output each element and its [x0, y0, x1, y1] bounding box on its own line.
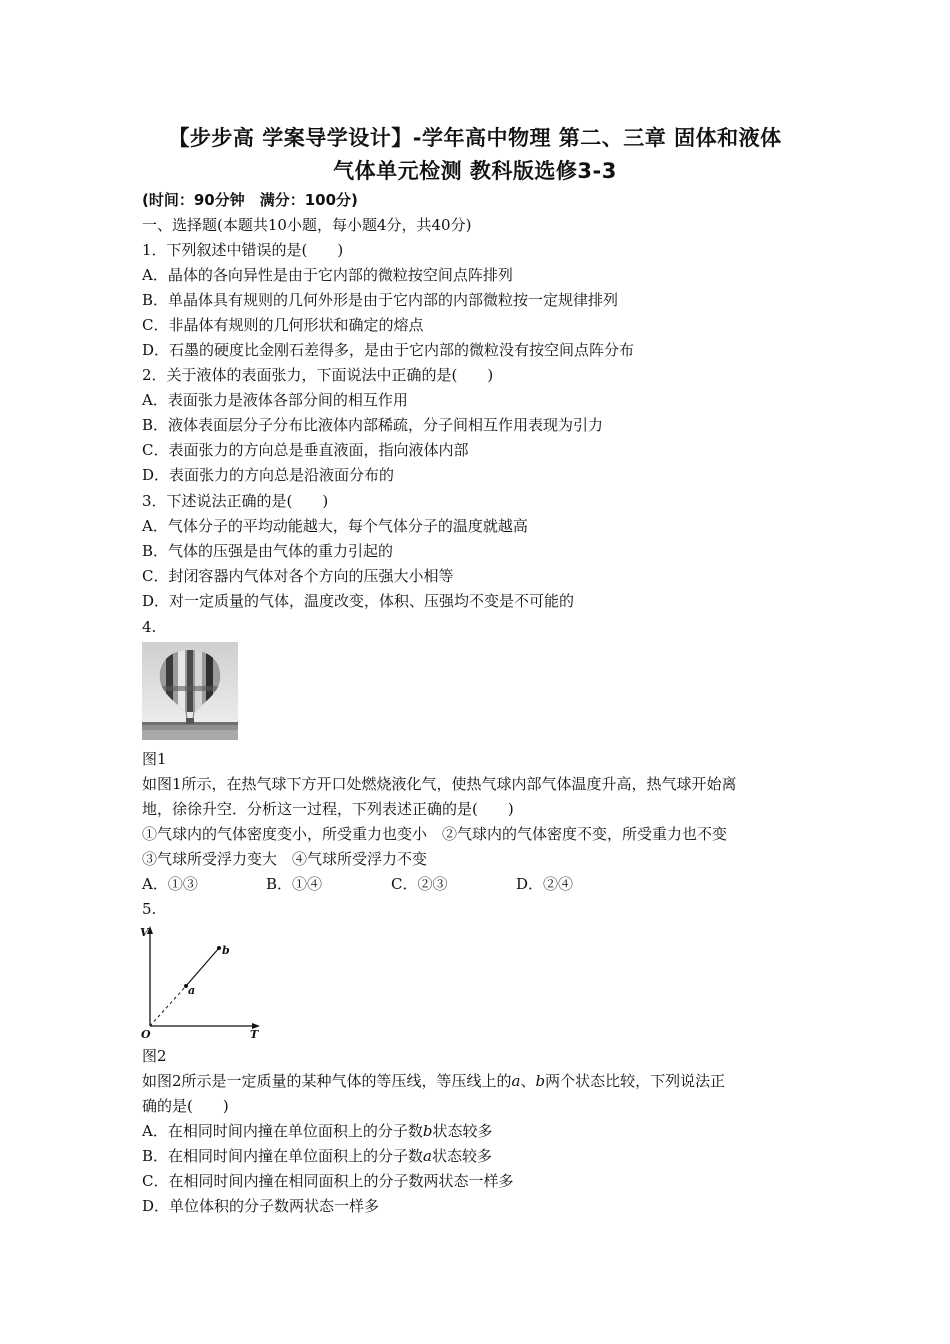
q2-option-a: A．表面张力是液体各部分间的相互作用 [142, 391, 408, 409]
q5-stem-post: 两个状态比较，下列说法正 [545, 1072, 726, 1090]
q2-option-b: B．液体表面层分子分布比液体内部稀疏，分子间相互作用表现为引力 [142, 416, 604, 434]
q4-stem-line-2: 地，徐徐升空．分析这一过程，下列表述正确的是( ) [142, 800, 514, 818]
q3-stem: 3．下述说法正确的是( ) [142, 492, 329, 510]
title-line-1: 【步步高 学案导学设计】-学年高中物理 第二、三章 固体和液体 [168, 126, 782, 150]
section-heading: 一、选择题(本题共10小题，每小题4分，共40分) [142, 216, 472, 234]
q5-option-a [142, 1121, 492, 1141]
isobar-extrapolation [150, 986, 186, 1026]
q4-option-d: D．②④ [516, 875, 574, 893]
q1-option-c: C．非晶体有规则的几何形状和确定的熔点 [142, 316, 424, 334]
q5-option-b-post: 状态较多 [431, 1147, 492, 1165]
q5-option-b [142, 1146, 492, 1166]
y-axis-label: V [140, 926, 149, 939]
q1-option-b: B．单晶体具有规则的几何外形是由于它内部的内部微粒按一定规律排列 [142, 291, 619, 309]
point-b-marker [217, 946, 221, 950]
q3-option-b: B．气体的压强是由气体的重力引起的 [142, 542, 394, 560]
figure-1-caption: 图1 [142, 750, 167, 768]
q4-option-b: B．①④ [266, 875, 323, 893]
q5-stem-pre: 如图2所示是一定质量的某种气体的等压线，等压线上的 [142, 1072, 512, 1090]
q5-option-d: D．单位体积的分子数两状态一样多 [142, 1197, 380, 1215]
exam-meta: (时间：90分钟 满分：100分) [142, 191, 358, 209]
q3-option-a: A．气体分子的平均动能越大，每个气体分子的温度就越高 [142, 517, 528, 535]
q5-option-b-pre: B．在相同时间内撞在单位面积上的分子数 [142, 1147, 424, 1165]
point-b-label: b [222, 944, 230, 957]
q5-option-c: C．在相同时间内撞在相同面积上的分子数两状态一样多 [142, 1172, 514, 1190]
q5-option-a-var: b [422, 1122, 433, 1140]
q5-option-b-var: a [423, 1147, 432, 1165]
hot-air-balloon-image [142, 642, 238, 740]
q5-stem-line-1 [142, 1071, 725, 1091]
isobar-line [186, 948, 219, 986]
q4-statements-line-2: ③气球所受浮力变大 ④气球所受浮力不变 [142, 850, 428, 868]
q1-option-a: A．晶体的各向异性是由于它内部的微粒按空间点阵排列 [142, 266, 513, 284]
q2-option-d: D．表面张力的方向总是沿液面分布的 [142, 466, 395, 484]
origin-label: O [141, 1028, 151, 1040]
figure-2-caption: 图2 [142, 1047, 167, 1065]
q5-stem-sep: 、 [520, 1072, 536, 1090]
q5-var-a: a [511, 1072, 521, 1090]
q2-option-c: C．表面张力的方向总是垂直液面，指向液体内部 [142, 441, 469, 459]
point-a-label: a [188, 984, 196, 997]
q3-option-c: C．封闭容器内气体对各个方向的压强大小相等 [142, 567, 454, 585]
q1-option-d: D．石墨的硬度比金刚石差得多，是由于它内部的微粒没有按空间点阵分布 [142, 341, 635, 359]
v-t-graph [138, 922, 268, 1040]
q5-stem-line-2: 确的是( ) [142, 1097, 229, 1115]
q4-option-c: C．②③ [391, 875, 448, 893]
title-line-2: 气体单元检测 教科版选修3-3 [333, 159, 617, 183]
q4-option-a: A．①③ [142, 875, 198, 893]
q4-statements-line-1: ①气球内的气体密度变小，所受重力也变小 ②气球内的气体密度不变，所受重力也不变 [142, 825, 728, 843]
x-axis-label: T [250, 1028, 259, 1040]
q4-stem-line-1: 如图1所示，在热气球下方开口处燃烧液化气，使热气球内部气体温度升高，热气球开始离 [142, 775, 737, 793]
q3-option-d: D．对一定质量的气体，温度改变，体积、压强均不变是不可能的 [142, 592, 575, 610]
q2-stem: 2．关于液体的表面张力，下面说法中正确的是( ) [142, 366, 494, 384]
q5-number: 5. [142, 900, 157, 918]
q4-number: 4. [142, 618, 157, 636]
q5-option-a-pre: A．在相同时间内撞在单位面积上的分子数 [142, 1122, 423, 1140]
q1-stem: 1．下列叙述中错误的是( ) [142, 241, 344, 259]
q5-var-b: b [535, 1072, 546, 1090]
q5-option-a-post: 状态较多 [432, 1122, 493, 1140]
